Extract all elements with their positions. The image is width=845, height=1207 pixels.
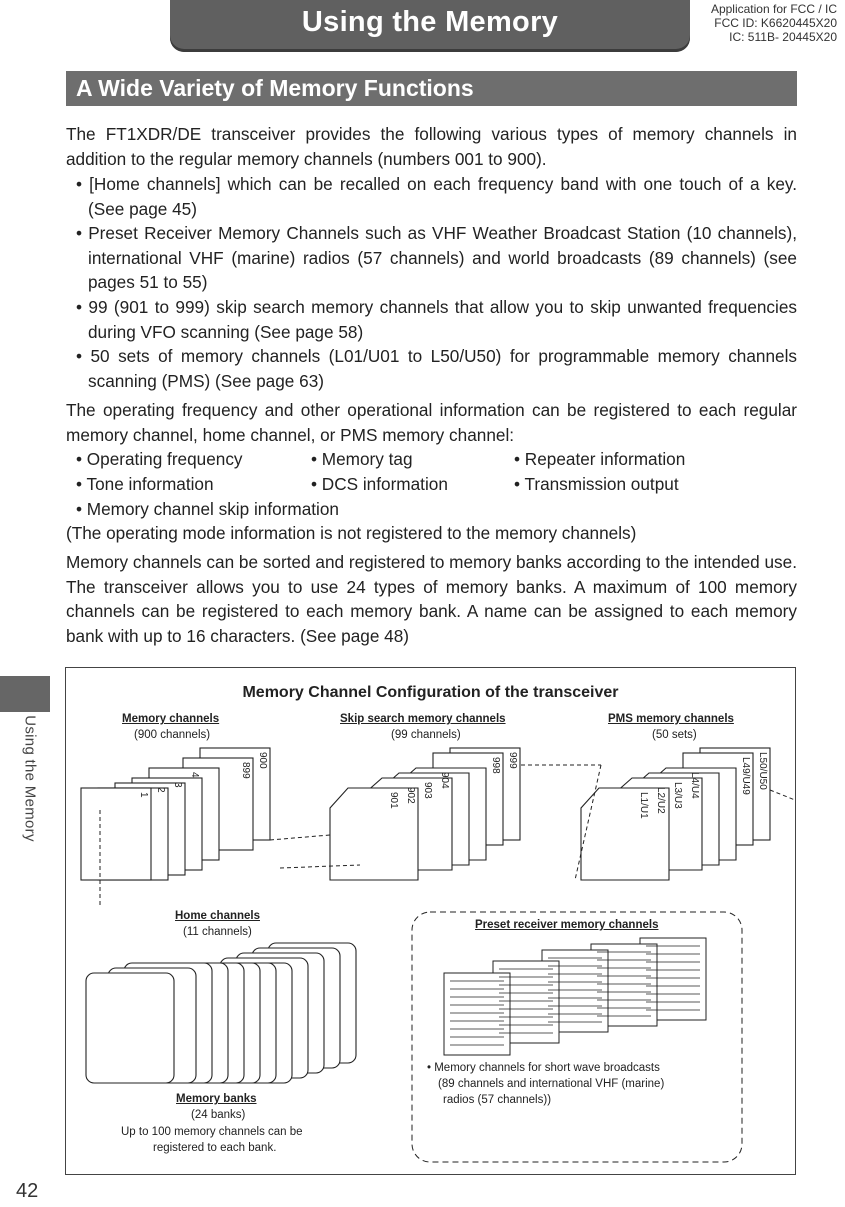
preset-channels-note: radios (57 channels))	[443, 1094, 552, 1106]
info-item: • Tone information	[76, 474, 214, 494]
page-title: Using the Memory	[301, 6, 559, 38]
memory-channels-label: Memory channels	[122, 713, 220, 725]
fcc-line: FCC ID: K6620445X20	[714, 16, 837, 30]
pms-channels-count: (50 sets)	[652, 729, 697, 741]
memory-card	[81, 788, 151, 880]
skip-card-number: 902	[405, 787, 416, 804]
skip-card-number: 904	[439, 772, 450, 789]
list-item: • 99 (901 to 999) skip search memory channels that allow you to skip unwanted frequencies during VFO scanning (See page 58)	[76, 297, 797, 342]
memory-card-number: 2	[155, 787, 166, 793]
list-item: • [Home channels] which can be recalled on each frequency band with one touch of a key. (See page 45)	[76, 174, 797, 219]
info-item: • Repeater information	[514, 449, 686, 469]
list-item: • Preset Receiver Memory Channels such as VHF Weather Broadcast Station (10 channels), international VHF (marine) radios (57 channels) and world broadcasts (89 channels) (see pages 51 to 55)	[76, 223, 797, 293]
memory-banks-count: (24 banks)	[191, 1109, 246, 1121]
fcc-line: IC: 511B- 20445X20	[729, 30, 837, 44]
intro-paragraph: The FT1XDR/DE transceiver provides the following various types of memory channels in addition to the regular memory channels (numbers 001 to 900).	[66, 124, 797, 169]
pms-card-number: L4/U4	[689, 772, 700, 799]
home-channels-label: Home channels	[175, 910, 260, 922]
skip-card-number: 999	[507, 752, 518, 769]
memory-banks-paragraph: Memory channels can be sorted and registered to memory banks according to the intended use. The transceiver allows you to use 24 types of memory banks. A maximum of 100 memory channels can be registered to each memory bank. A name can be assigned to each memory bank with up to 16 characters. (See page 48)	[66, 552, 797, 646]
pms-card-number: L1/U1	[638, 792, 649, 819]
memory-banks-note: Up to 100 memory channels can be	[121, 1126, 303, 1138]
note-paragraph: (The operating mode information is not registered to the memory channels)	[66, 523, 637, 543]
pms-card-number: L50/U50	[757, 752, 768, 790]
preset-channels-label: Preset receiver memory channels	[475, 919, 659, 931]
memory-banks-label: Memory banks	[176, 1093, 257, 1105]
skip-card-number: 903	[422, 782, 433, 799]
preset-channels-note: (89 channels and international VHF (marine)	[438, 1078, 665, 1090]
figure-title: Memory Channel Configuration of the transceiver	[242, 684, 619, 701]
skip-card	[330, 788, 418, 880]
info-item: • Memory channel skip information	[76, 499, 339, 519]
registered-paragraph: The operating frequency and other operational information can be registered to each regular memory channel, home channel, or PMS memory channel:	[66, 400, 797, 445]
memory-card-number: 4	[189, 772, 200, 778]
memory-card-number: 3	[172, 782, 183, 788]
skip-card-number: 998	[490, 757, 501, 774]
skip-card-number: 901	[388, 792, 399, 809]
memory-card-number: 900	[257, 752, 268, 769]
memory-banks-stack	[86, 943, 356, 1083]
memory-card-number: 1	[138, 792, 149, 798]
pms-card-number: L3/U3	[672, 782, 683, 809]
info-item: • Memory tag	[311, 449, 413, 469]
side-chapter-label: Using the Memory	[21, 715, 39, 842]
memory-card-number: 899	[240, 762, 251, 779]
pms-card-number: L2/U2	[655, 787, 666, 814]
skip-channels-count: (99 channels)	[391, 729, 461, 741]
memory-banks-note: registered to each bank.	[153, 1142, 277, 1154]
info-item: • Transmission output	[514, 474, 679, 494]
info-item: • Operating frequency	[76, 449, 243, 469]
info-item: • DCS information	[311, 474, 448, 494]
skip-channels-label: Skip search memory channels	[340, 713, 506, 725]
pms-channels-label: PMS memory channels	[608, 713, 734, 725]
section-title: A Wide Variety of Memory Functions	[76, 75, 474, 101]
home-channels-count: (11 channels)	[183, 926, 252, 938]
memory-channels-count: (900 channels)	[134, 729, 211, 741]
preset-pages	[444, 938, 706, 1055]
fcc-line: Application for FCC / IC	[710, 2, 837, 16]
page-number: 42	[16, 1180, 39, 1202]
preset-channels-note: • Memory channels for short wave broadcasts	[427, 1062, 660, 1074]
list-item: • 50 sets of memory channels (L01/U01 to L50/U50) for programmable memory channels scanning (PMS) (See page 63)	[76, 346, 797, 391]
pms-card-number: L49/U49	[740, 757, 751, 795]
